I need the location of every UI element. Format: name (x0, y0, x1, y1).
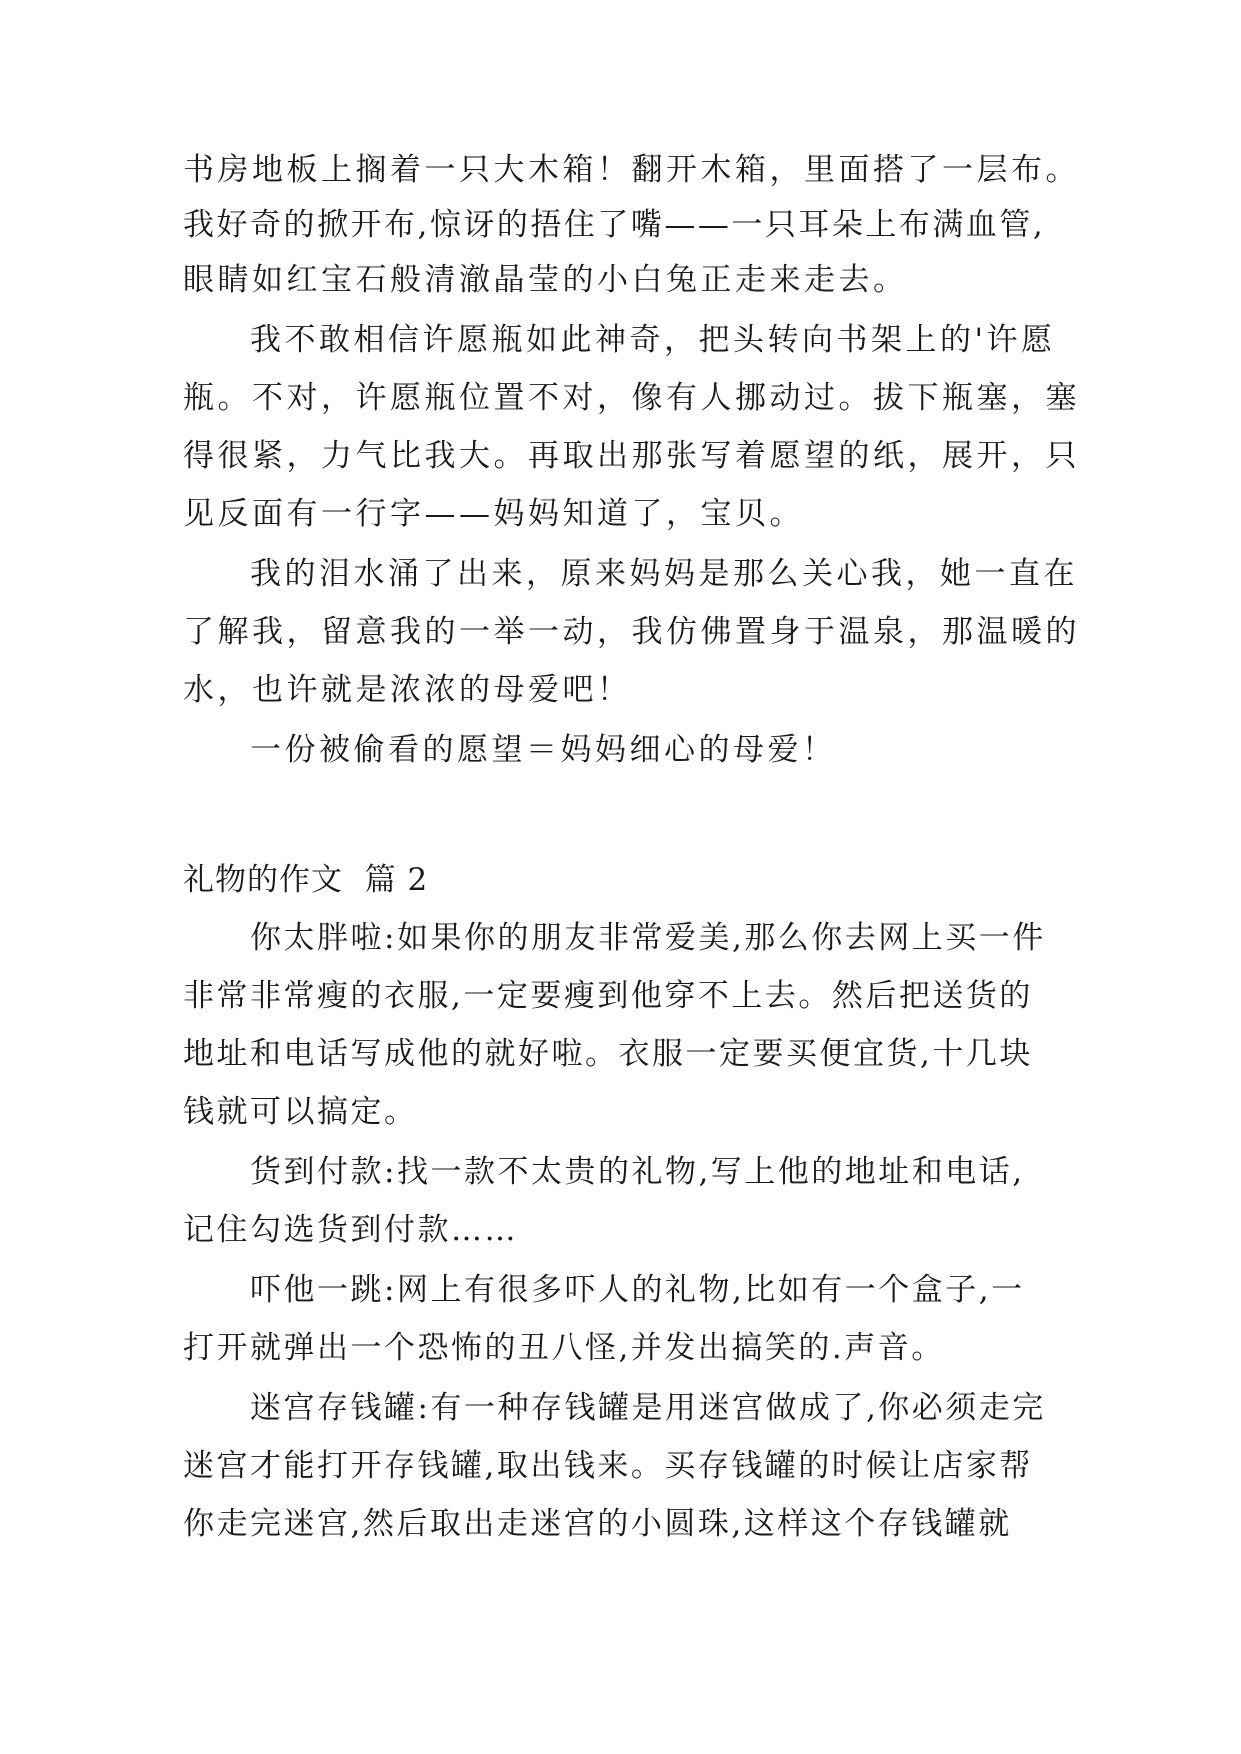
paragraph-line: 水，也许就是浓浓的母爱吧！ (183, 672, 632, 708)
paragraph-line: 眼睛如红宝石般清澈晶莹的小白兔正走来走去。 (183, 262, 908, 298)
paragraph-line: 我的泪水涌了出来，原来妈妈是那么关心我，她一直在 (250, 556, 1078, 592)
paragraph-line: 吓他一跳:网上有很多吓人的礼物,比如有一个盒子,一 (250, 1272, 1025, 1308)
paragraph-line: 一份被偷看的愿望＝妈妈细心的母爱！ (250, 732, 837, 768)
paragraph-line: 货到付款:找一款不太贵的礼物,写上他的地址和电话, (250, 1154, 1025, 1190)
paragraph-line: 记住勾选货到付款…… (183, 1212, 518, 1248)
paragraph-line: 钱就可以搞定。 (183, 1094, 418, 1130)
paragraph-line: 书房地板上搁着一只大木箱！翻开木箱，里面搭了一层布。 (183, 152, 1080, 188)
paragraph-line: 我不敢相信许愿瓶如此神奇，把头转向书架上的'许愿 (250, 322, 1056, 358)
paragraph-line: 迷宫才能打开存钱罐,取出钱来。买存钱罐的时候让店家帮 (183, 1448, 1033, 1484)
paragraph-line: 见反面有一行字——妈妈知道了，宝贝。 (183, 496, 804, 532)
paragraph-line: 打开就弹出一个恐怖的丑八怪,并发出搞笑的.声音。 (183, 1330, 945, 1366)
paragraph-line: 地址和电话写成他的就好啦。衣服一定要买便宜货,十几块 (183, 1036, 1033, 1072)
paragraph-line: 了解我，留意我的一举一动，我仿佛置身于温泉，那温暖的 (183, 614, 1080, 650)
paragraph-line: 你太胖啦:如果你的朋友非常爱美,那么你去网上买一件 (250, 920, 1046, 956)
paragraph-line: 瓶。不对，许愿瓶位置不对，像有人挪动过。拔下瓶塞，塞 (183, 380, 1080, 416)
section-heading: 礼物的作文 篇 2 (183, 862, 429, 898)
paragraph-line: 我好奇的掀开布,惊讶的捂住了嘴——一只耳朵上布满血管, (183, 207, 1046, 243)
paragraph-line: 得很紧，力气比我大。再取出那张写着愿望的纸，展开，只 (183, 438, 1080, 474)
paragraph-line: 你走完迷宫,然后取出走迷宫的小圆珠,这样这个存钱罐就 (183, 1506, 1012, 1542)
paragraph-line: 非常非常瘦的衣服,一定要瘦到他穿不上去。然后把送货的 (183, 978, 1033, 1014)
paragraph-line: 迷宫存钱罐:有一种存钱罐是用迷宫做成了,你必须走完 (250, 1390, 1046, 1426)
